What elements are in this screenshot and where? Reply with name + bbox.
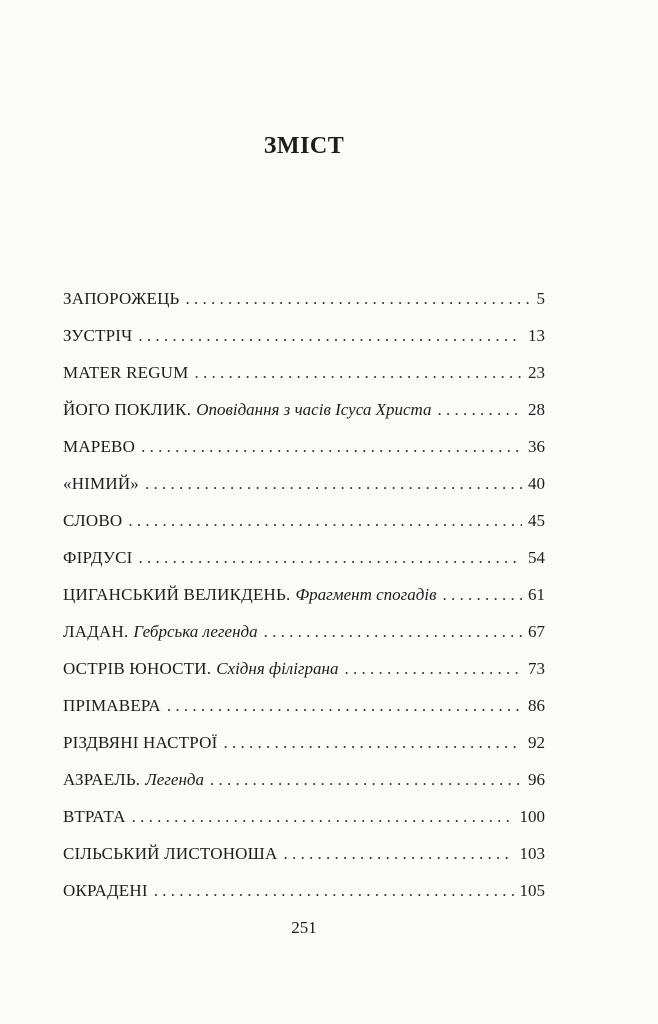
- toc-entry-title: СЛОВО: [63, 511, 123, 530]
- dot-leader: [128, 502, 522, 539]
- dot-leader: [283, 835, 513, 872]
- toc-entry-page: 100: [519, 807, 545, 826]
- toc-entry[interactable]: [63, 576, 545, 613]
- dot-leader: [443, 576, 523, 613]
- dot-leader: [138, 317, 522, 354]
- toc-entry[interactable]: [63, 872, 545, 909]
- toc-entry-title: АЗРАЕЛЬ.: [63, 770, 141, 789]
- toc-entry-page: 86: [528, 696, 545, 715]
- toc-entry-title: СІЛЬСЬКИЙ ЛИСТОНОША: [63, 844, 278, 863]
- toc-entry[interactable]: [63, 502, 545, 539]
- toc-entry-title: МАРЕВО: [63, 437, 136, 456]
- toc-entry-title: ОКРАДЕНІ: [63, 881, 148, 900]
- toc-entry-title: ЙОГО ПОКЛИК.: [63, 400, 192, 419]
- toc-entry-page: 92: [528, 733, 545, 752]
- dot-leader: [139, 539, 522, 576]
- toc-entry-page: 96: [528, 770, 545, 789]
- toc-entry[interactable]: [63, 724, 545, 761]
- toc-entry[interactable]: [63, 391, 545, 428]
- toc-entry-title: «НІМИЙ»: [63, 474, 140, 493]
- toc-entry[interactable]: [63, 428, 545, 465]
- toc-entry-page: 40: [528, 474, 545, 493]
- toc-entry[interactable]: [63, 317, 545, 354]
- toc-entry-subtitle: Фрагмент спогадів: [295, 585, 437, 604]
- table-of-contents: [63, 280, 545, 909]
- dot-leader: [167, 687, 522, 724]
- dot-leader: [210, 761, 522, 798]
- toc-entry[interactable]: [63, 835, 545, 872]
- toc-entry[interactable]: [63, 354, 545, 391]
- toc-entry-title: ЗУСТРІЧ: [63, 326, 133, 345]
- toc-entry[interactable]: [63, 613, 545, 650]
- dot-leader: [345, 650, 523, 687]
- toc-entry-page: 61: [528, 585, 545, 604]
- toc-entry[interactable]: [63, 798, 545, 835]
- toc-entry[interactable]: [63, 280, 545, 317]
- toc-entry[interactable]: [63, 465, 545, 502]
- toc-entry-title: ФІРДУСІ: [63, 548, 133, 567]
- toc-entry-page: 28: [528, 400, 545, 419]
- dot-leader: [145, 465, 522, 502]
- toc-entry-subtitle: Гебрська легенда: [133, 622, 258, 641]
- dot-leader: [186, 280, 531, 317]
- toc-entry-title: ВТРАТА: [63, 807, 126, 826]
- toc-entry-page: 103: [519, 844, 545, 863]
- toc-entry-title: ОСТРІВ ЮНОСТИ.: [63, 659, 212, 678]
- dot-leader: [264, 613, 522, 650]
- toc-entry-title: РІЗДВЯНІ НАСТРОЇ: [63, 733, 218, 752]
- toc-entry-title: MATER REGUM: [63, 363, 189, 382]
- toc-entry[interactable]: [63, 650, 545, 687]
- dot-leader: [141, 428, 522, 465]
- toc-entry-title: ЛАДАН.: [63, 622, 129, 641]
- toc-entry-subtitle: Легенда: [145, 770, 205, 789]
- dot-leader: [223, 724, 522, 761]
- toc-entry-subtitle: Оповідання з часів Ісуса Христа: [196, 400, 432, 419]
- dot-leader: [437, 391, 522, 428]
- dot-leader: [194, 354, 522, 391]
- toc-entry-page: 67: [528, 622, 545, 641]
- toc-entry-subtitle: Східня філіграна: [216, 659, 339, 678]
- toc-entry-page: 54: [528, 548, 545, 567]
- toc-entry-page: 23: [528, 363, 545, 382]
- toc-entry[interactable]: [63, 687, 545, 724]
- toc-entry-page: 45: [528, 511, 545, 530]
- dot-leader: [132, 798, 514, 835]
- toc-entry-page: 5: [536, 289, 545, 308]
- dot-leader: [154, 872, 514, 909]
- toc-entry[interactable]: [63, 761, 545, 798]
- toc-entry-page: 13: [528, 326, 545, 345]
- toc-entry[interactable]: [63, 539, 545, 576]
- toc-entry-page: 105: [519, 881, 545, 900]
- toc-entry-page: 73: [528, 659, 545, 678]
- page-title: ЗМІСТ: [263, 133, 345, 159]
- toc-entry-title: ЦИГАНСЬКИЙ ВЕЛИКДЕНЬ.: [63, 585, 291, 604]
- page-number: 251: [291, 918, 317, 937]
- toc-entry-title: ЗАПОРОЖЕЦЬ: [63, 289, 180, 308]
- toc-entry-title: ПРІМАВЕРА: [63, 696, 161, 715]
- toc-entry-page: 36: [528, 437, 545, 456]
